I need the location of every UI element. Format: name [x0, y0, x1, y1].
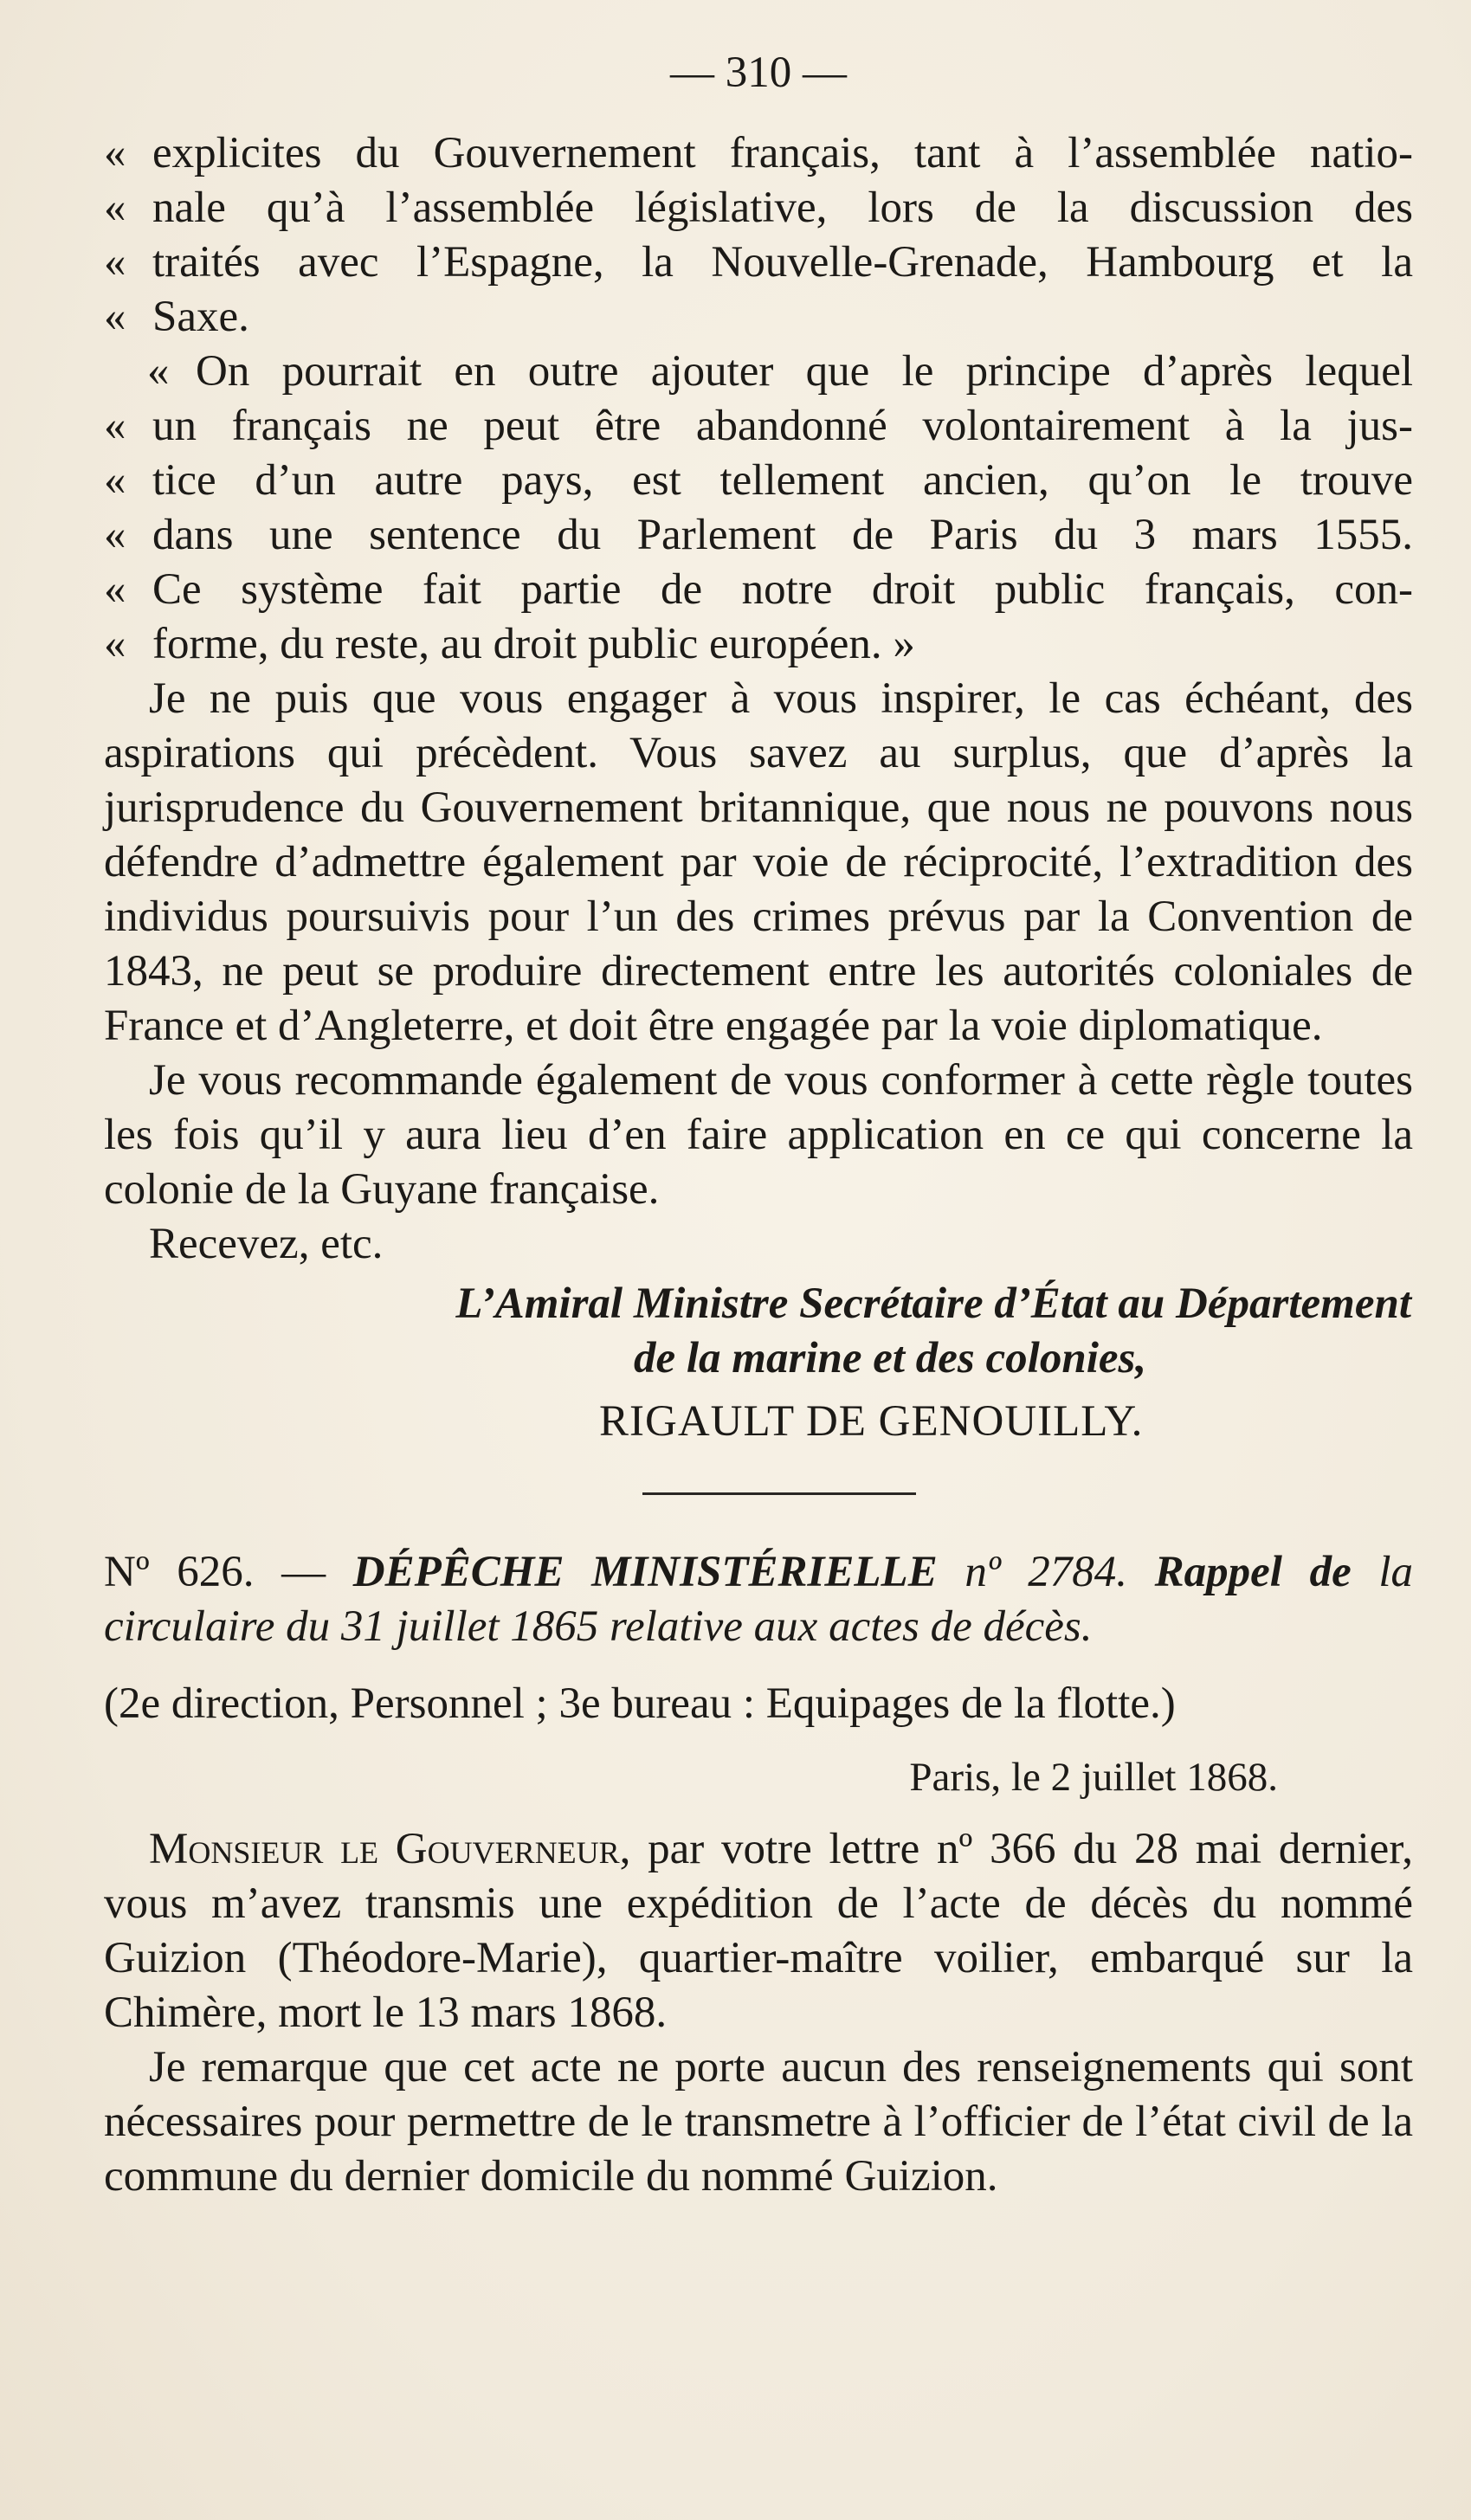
depeche-title: DÉPÊCHE MINISTÉRIELLE	[352, 1548, 938, 1596]
quote-text: On pourrait en outre ajouter que le principe d’après lequel	[196, 347, 1413, 396]
quote-line	[104, 126, 1413, 181]
salutation: Monsieur le Gouverneur,	[149, 1825, 631, 1873]
quote-line	[104, 345, 1413, 399]
quote-mark: «	[147, 347, 170, 396]
quote-line	[104, 617, 1413, 672]
depeche-paragraph-1	[104, 1822, 1413, 2040]
quote-text: Ce système fait partie de notre droit public français, con-	[152, 565, 1413, 614]
quote-text: nale qu’à l’assemblée législative, lors de la discussion des	[152, 184, 1413, 232]
quote-line	[104, 290, 1413, 345]
quote-text: forme, du reste, au droit public européen. »	[152, 620, 915, 668]
depeche-direction: (2e direction, Personnel ; 3e bureau : Equipages de la flotte.)	[104, 1679, 1176, 1728]
quote-text: dans une sentence du Parlement de Paris du 3 mars 1555.	[152, 511, 1413, 559]
quote-text: traités avec l’Espagne, la Nouvelle-Grenade, Hambourg et la	[152, 238, 1413, 287]
quote-line	[104, 181, 1413, 235]
depeche-date: Paris, le 2 juillet 1868.	[909, 1755, 1278, 1800]
quote-mark: «	[104, 456, 126, 505]
depeche-subject: la circulaire du 31 juillet 1865 relative aux actes de décès.	[104, 1548, 1414, 1651]
quote-mark: «	[104, 402, 126, 450]
signature-title-line2: de la marine et des colonies,	[634, 1334, 1147, 1382]
quote-mark: «	[104, 184, 126, 232]
quote-mark: «	[104, 129, 126, 177]
signature-name: RIGAULT DE GENOUILLY.	[599, 1397, 1144, 1446]
signature-block	[104, 1277, 1413, 1449]
quote-mark: «	[104, 511, 126, 559]
depeche-paragraph-1-text: par votre lettre nº 366 du 28 mai dernier, vous m’avez transmis une expédition de l’acte de décès du nommé Guizion (Théodore-Marie), quartier-maître voilier, embarqué sur la Chimère, mort le 13 mars 1868.	[104, 1825, 1414, 2037]
section-divider	[642, 1492, 916, 1495]
quote-line	[104, 235, 1413, 290]
quote-text: explicites du Gouvernement français, tant à l’assemblée natio-	[152, 129, 1413, 177]
quote-line	[104, 454, 1413, 508]
quote-mark: «	[104, 293, 126, 341]
signature-title-line1: L’Amiral Ministre Secrétaire d’État au Département	[455, 1279, 1411, 1328]
quote-text: Saxe.	[152, 293, 249, 341]
depeche-paragraph-2: Je remarque que cet acte ne porte aucun des renseignements qui sont nécessaires pour permettre de le transmetre à l’officier de l’état civil de la commune du dernier domicile du nommé Guizion.	[104, 2043, 1413, 2201]
quote-text: tice d’un autre pays, est tellement ancien, qu’on le trouve	[152, 456, 1413, 505]
quote-text: un français ne peut être abandonné volontairement à la jus-	[152, 402, 1413, 450]
quote-mark: «	[104, 620, 126, 668]
page-content	[104, 45, 1413, 2204]
page-number: — 310 —	[670, 48, 847, 97]
quote-line	[104, 508, 1413, 563]
paragraph-extradition: Je ne puis que vous engager à vous inspirer, le cas échéant, des aspirations qui précèdent. Vous savez au surplus, que d’après la jurisprudence du Gouvernement britannique, que nous ne pouvons nous défendre d’admettre également par voie de réciprocité, l’extradition des individus poursuivis pour l’un des crimes prévus par la Convention de 1843, ne peut se produire directement entre les autorités coloniales de France et d’Angleterre, et doit être engagée par la voie diplomatique.	[104, 674, 1413, 1050]
quote-mark: «	[104, 565, 126, 614]
quote-line	[104, 399, 1413, 454]
quoted-passage	[104, 126, 1413, 672]
depeche-heading	[104, 1545, 1413, 1654]
depeche-ref: nº 2784.	[965, 1548, 1128, 1596]
closing-formula: Recevez, etc.	[149, 1220, 384, 1268]
depeche-number: Nº 626. —	[104, 1548, 326, 1596]
paragraph-guyane: Je vous recommande également de vous conformer à cette règle toutes les fois qu’il y aura lieu d’en faire application en ce qui concerne la colonie de la Guyane française.	[104, 1056, 1413, 1214]
quote-line	[104, 563, 1413, 617]
quote-mark: «	[104, 238, 126, 287]
depeche-subject-bold: Rappel de	[1154, 1548, 1352, 1596]
